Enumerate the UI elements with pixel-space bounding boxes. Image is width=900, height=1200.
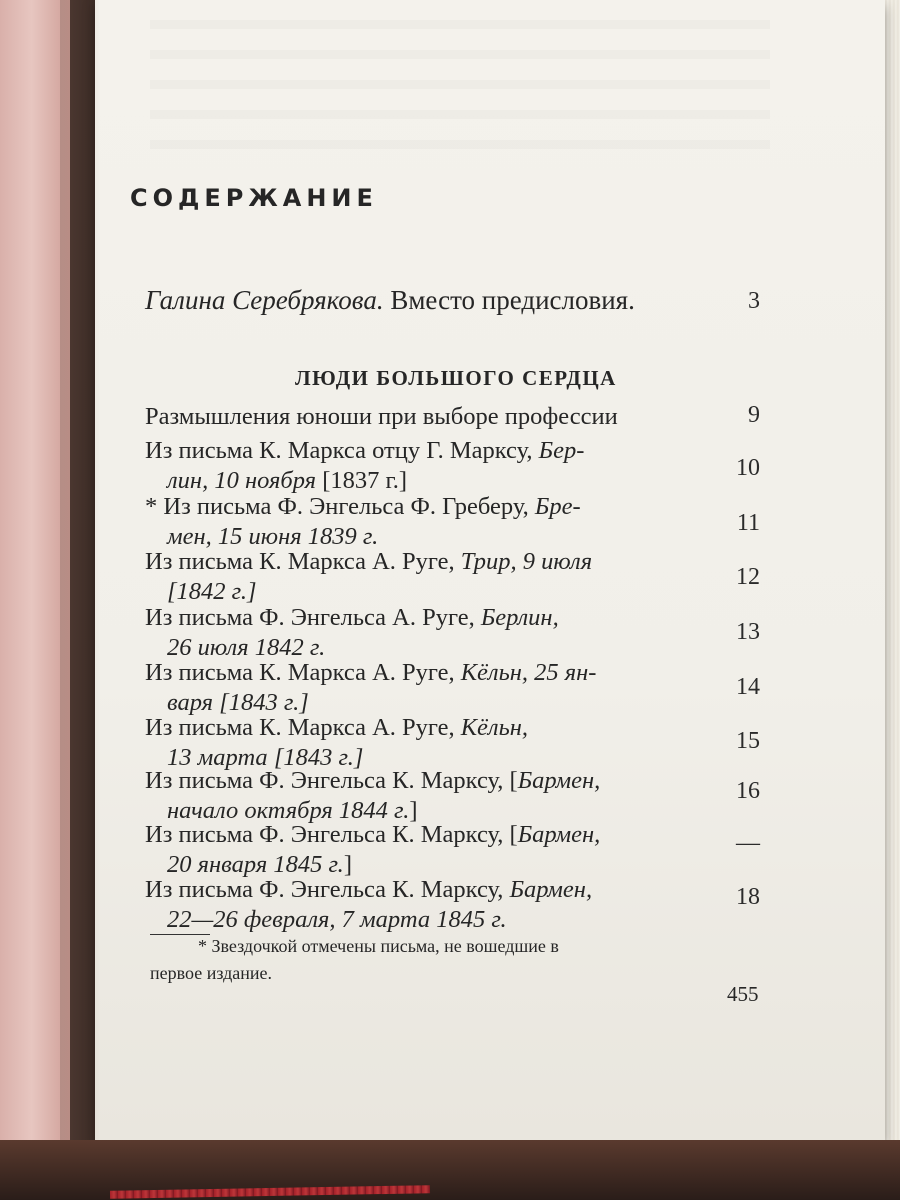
toc-entry [145,713,720,773]
entry-date-bracket: [1843 г.] [213,689,309,716]
entry-date: 26 июля 1842 г. [167,634,326,661]
entry-line-1 [145,875,720,905]
entry-line-1 [145,547,720,577]
toc-entry-preface [145,285,765,316]
toc-entry [145,436,720,496]
entry-text: Из письма К. Маркса А. Руге, [145,548,461,575]
entry-date: 22—26 февраля, 7 марта 1845 г. [167,906,507,933]
page-number: 14 [736,674,760,700]
page-folio: 455 [727,982,759,1006]
entry-date: начало октября 1844 г. [167,797,410,824]
toc-entry [145,547,720,607]
entry-line-2 [145,905,720,935]
toc-entry [145,820,720,880]
page-number: 12 [736,564,760,590]
entry-text: Из письма Ф. Энгельса К. Марксу, [ [145,767,518,794]
entry-text: Из письма К. Маркса А. Руге, [145,714,461,741]
entry-text: Из письма Ф. Энгельса К. Марксу, [ [145,821,518,848]
entry-place: Кёльн, [460,714,529,741]
footnote-line-1: * Звездочкой отмечены письма, не вошедшие в [198,936,559,956]
footnote [150,933,755,987]
toc-entry [145,875,720,935]
entry-place: Бер- [538,437,585,464]
entry-date-bracket: ] [409,797,418,824]
entry-date: мен, 15 июня 1839 г. [167,523,379,550]
entry-date: 20 января 1845 г. [167,851,344,878]
entry-place: Трир, 9 июля [460,548,593,575]
page-number: — [736,830,760,856]
toc-entry [145,658,720,718]
entry-text: * Из письма Ф. Энгельса Ф. Греберу, [145,493,535,520]
toc-entry [145,766,720,826]
entry-line-1 [145,658,720,688]
entry-date-bracket: ] [343,851,352,878]
entry-place: Бармен, [509,876,593,903]
entry-date-bracket: [1843 г.] [267,744,364,771]
toc-entry [145,603,720,663]
entry-date: лин, 10 ноября [167,467,317,494]
entry-place: Бармен, [517,767,601,794]
entry-place: Бармен, [517,821,601,848]
entry-line-1 [145,402,720,432]
page-number: 9 [748,402,760,428]
entry-place: Кёльн, 25 ян- [460,659,597,686]
entry-text: Из письма К. Маркса отцу Г. Марксу, [145,437,539,464]
section-title: ЛЮДИ БОЛЬШОГО СЕРДЦА [295,366,617,390]
page-number: 15 [736,728,760,754]
page-number: 18 [736,884,760,910]
entry-date-bracket: [1837 г.] [316,467,408,494]
entry-line-1 [145,436,720,466]
page-number: 3 [748,288,760,314]
preface-title: Вместо предисловия. [383,285,635,315]
entry-line-1 [145,713,720,743]
entry-text: Из письма Ф. Энгельса К. Марксу, [145,876,510,903]
page-number: 16 [736,778,760,804]
entry-date: варя [167,689,214,716]
preface-author: Галина Серебрякова. [145,285,384,315]
entry-text: Размышления юноши при выборе профессии [145,403,618,430]
page-number: 10 [736,455,760,481]
entry-date-bracket: [1842 г.] [167,578,257,605]
entry-text: Из письма Ф. Энгельса А. Руге, [145,604,481,631]
entry-date: 13 марта [167,744,268,771]
toc-heading: СОДЕРЖАНИЕ [130,184,378,212]
entry-text: Из письма К. Маркса А. Руге, [145,659,461,686]
entry-line-1 [145,820,720,850]
entry-place: Бре- [534,493,581,520]
entry-line-1 [145,492,720,522]
entry-place: Берлин, [480,604,559,631]
toc-entry [145,492,720,552]
toc-entry [145,402,720,432]
entry-line-1 [145,603,720,633]
page-number: 13 [736,619,760,645]
footnote-line-2: первое издание. [150,963,273,983]
entry-line-1 [145,766,720,796]
page-number: 11 [736,510,760,536]
